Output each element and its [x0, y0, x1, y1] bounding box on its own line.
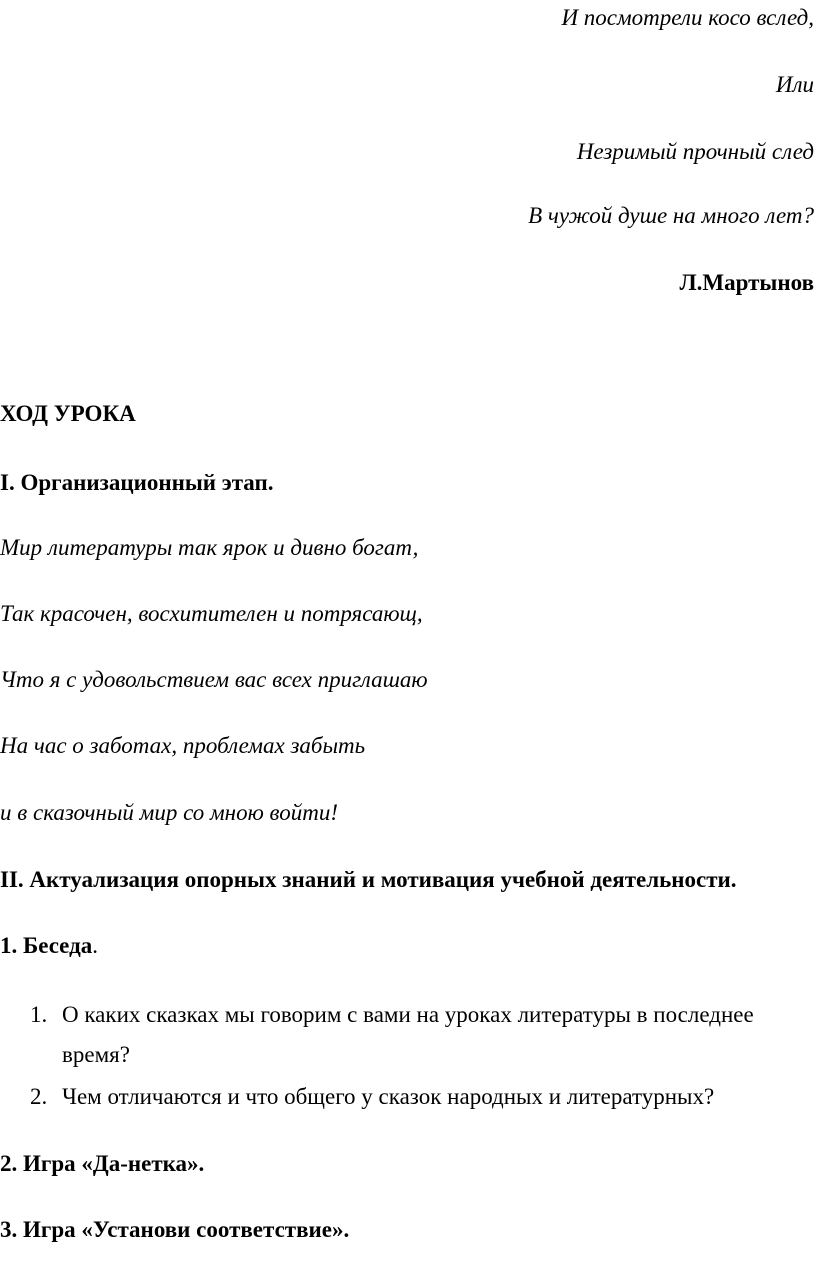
epigraph-author: Л.Мартынов	[679, 270, 814, 295]
section1-title: I. Организационный этап.	[0, 470, 274, 495]
poem-line: Так красочен, восхитителен и потрясающ,	[0, 601, 423, 626]
section2-title: II. Актуализация опорных знаний и мотивация учебной деятельности.	[0, 867, 737, 892]
poem-line: Что я с удовольствием вас всех приглашаю	[0, 667, 428, 692]
poem-line: На час о заботах, проблемах забыть	[0, 733, 366, 758]
lesson-heading: ХОД УРОКА	[0, 401, 136, 426]
epigraph-line: В чужой душе на много лет?	[528, 203, 814, 228]
question-text: О каких сказках мы говорим с вами на уроках литературы в последнее	[62, 1002, 754, 1027]
poem-line: и в сказочный мир со мною войти!	[0, 800, 338, 825]
subsection-game-match: 3. Игра «Установи соответствие».	[0, 1217, 350, 1242]
subsection-suffix: .	[92, 933, 98, 958]
poem-line: Мир литературы так ярок и дивно богат,	[0, 535, 419, 560]
question-number: 2.	[30, 1084, 48, 1109]
question-text: Чем отличаются и что общего у сказок народных и литературных?	[62, 1084, 715, 1109]
epigraph-line: И посмотрели косо вслед,	[561, 5, 814, 30]
epigraph-line: Незримый прочный след	[576, 139, 814, 164]
question-text-cont: время?	[62, 1042, 130, 1067]
subsection-title: 1. Беседа	[0, 933, 93, 958]
subsection-game-yes-no: 2. Игра «Да-нетка».	[0, 1151, 205, 1176]
subsection-conversation	[0, 933, 98, 959]
question-number: 1.	[30, 1002, 48, 1027]
epigraph-line: Или	[775, 72, 814, 97]
